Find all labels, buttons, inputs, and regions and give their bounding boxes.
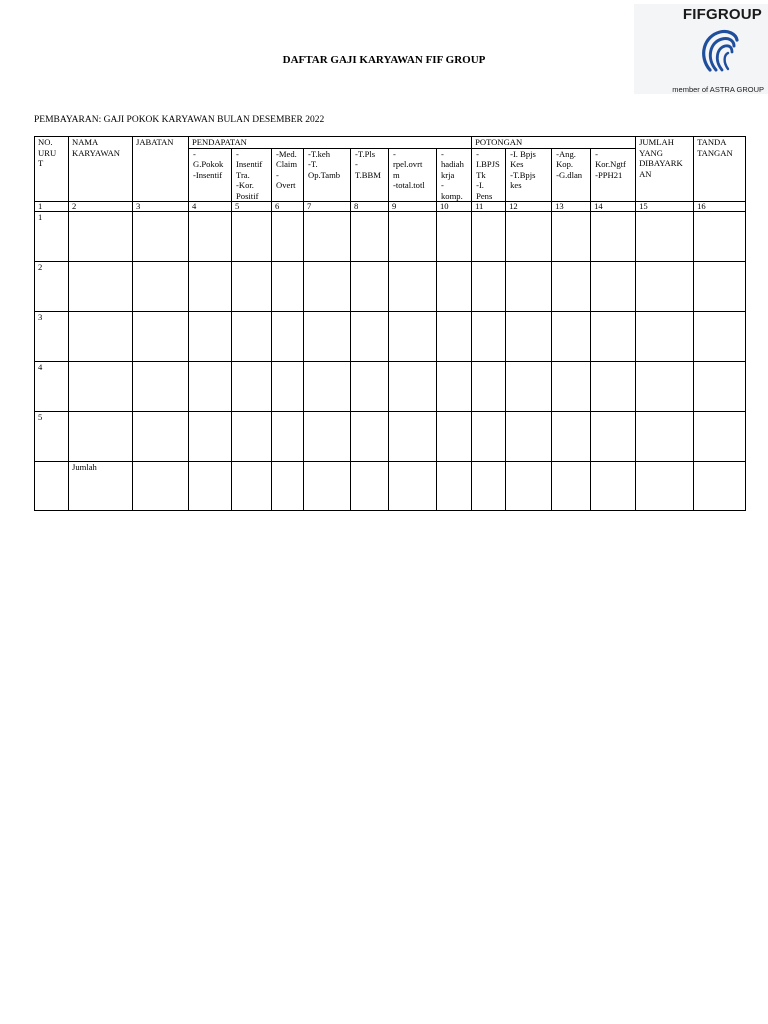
empty-cell: [133, 412, 189, 462]
empty-cell: [133, 312, 189, 362]
empty-cell: [272, 312, 304, 362]
empty-cell: [694, 362, 746, 412]
empty-cell: [351, 462, 389, 511]
column-number: 11: [472, 202, 506, 212]
empty-cell: [69, 212, 133, 262]
subheader-cell: - G.Pokok -Insentif: [189, 148, 232, 202]
subheader-cell: -Ang. Kop. -G.dlan: [552, 148, 591, 202]
empty-cell: [232, 262, 272, 312]
empty-cell: [351, 312, 389, 362]
empty-cell: [189, 362, 232, 412]
header-pendapatan: PENDAPATAN: [189, 137, 472, 149]
table-row: [35, 362, 746, 412]
empty-cell: [437, 462, 472, 511]
empty-cell: [232, 462, 272, 511]
column-number: 15: [636, 202, 694, 212]
header-potongan: POTONGAN: [472, 137, 636, 149]
subheader-cell: - Insentif Tra. -Kor. Positif: [232, 148, 272, 202]
column-number: 16: [694, 202, 746, 212]
column-number: 13: [552, 202, 591, 212]
empty-cell: [69, 362, 133, 412]
column-number: 1: [35, 202, 69, 212]
subheader-cell: - Kor.Ngtf -PPH21: [591, 148, 636, 202]
row-number: 4: [35, 362, 69, 412]
empty-cell: [272, 462, 304, 511]
empty-cell: [636, 262, 694, 312]
empty-cell: [437, 412, 472, 462]
empty-cell: [69, 312, 133, 362]
column-number: 12: [506, 202, 552, 212]
empty-cell: [389, 212, 437, 262]
empty-cell: [272, 262, 304, 312]
empty-cell: [472, 312, 506, 362]
payment-description: PEMBAYARAN: GAJI POKOK KARYAWAN BULAN DESEMBER 2022: [34, 115, 325, 125]
empty-cell: [304, 212, 351, 262]
table-row: [35, 212, 746, 262]
empty-cell: [189, 212, 232, 262]
empty-cell: [133, 212, 189, 262]
empty-cell: [304, 362, 351, 412]
empty-cell: [351, 262, 389, 312]
empty-cell: [636, 362, 694, 412]
header-row: [35, 137, 746, 149]
empty-cell: [506, 412, 552, 462]
empty-cell: [272, 362, 304, 412]
empty-cell: [591, 312, 636, 362]
subheader-cell: -Med. Claim - Overt: [272, 148, 304, 202]
subheader-cell: -I. Bpjs Kes -T.Bpjs kes: [506, 148, 552, 202]
column-number: 7: [304, 202, 351, 212]
empty-cell: [506, 362, 552, 412]
empty-cell: [591, 262, 636, 312]
empty-cell: [69, 262, 133, 312]
empty-cell: [232, 312, 272, 362]
empty-cell: [133, 462, 189, 511]
empty-cell: [189, 262, 232, 312]
empty-cell: [591, 362, 636, 412]
empty-cell: [694, 312, 746, 362]
logo-brand: FIFGROUP: [682, 6, 762, 23]
header-nama: NAMA KARYAWAN: [69, 137, 133, 202]
empty-cell: [189, 312, 232, 362]
header-jabatan: JABATAN: [133, 137, 189, 202]
subheader-cell: -T.Pls - T.BBM: [351, 148, 389, 202]
column-number: 9: [389, 202, 437, 212]
empty-cell: [472, 412, 506, 462]
empty-cell: [304, 312, 351, 362]
column-number: 6: [272, 202, 304, 212]
empty-cell: [351, 212, 389, 262]
empty-cell: [351, 412, 389, 462]
column-number: 5: [232, 202, 272, 212]
empty-cell: [232, 362, 272, 412]
company-logo: [634, 4, 768, 94]
total-row: [35, 462, 746, 511]
empty-cell: [552, 212, 591, 262]
empty-cell: [232, 212, 272, 262]
empty-cell: [389, 362, 437, 412]
empty-cell: [506, 312, 552, 362]
empty-cell: [389, 312, 437, 362]
empty-cell: [351, 362, 389, 412]
empty-cell: [694, 262, 746, 312]
empty-cell: [506, 212, 552, 262]
empty-cell: [389, 412, 437, 462]
empty-cell: [437, 212, 472, 262]
empty-cell: [389, 462, 437, 511]
subheader-cell: -T.keh -T. Op.Tamb: [304, 148, 351, 202]
fif-swirl-logo-icon: [696, 26, 740, 76]
empty-cell: [552, 262, 591, 312]
empty-cell: [272, 412, 304, 462]
column-number: 14: [591, 202, 636, 212]
empty-cell: [694, 462, 746, 511]
empty-cell: [189, 412, 232, 462]
empty-cell: [506, 262, 552, 312]
subheader-cell: - rpel.ovrt m -total.totl: [389, 148, 437, 202]
column-number: 2: [69, 202, 133, 212]
empty-cell: [389, 262, 437, 312]
total-label: Jumlah: [69, 462, 133, 511]
empty-cell: [472, 212, 506, 262]
logo-tagline: member of ASTRA GROUP: [672, 85, 764, 94]
empty-cell: [304, 462, 351, 511]
empty-cell: [472, 262, 506, 312]
empty-cell: [506, 462, 552, 511]
subheader-cell: - I.BPJS Tk -I. Pens: [472, 148, 506, 202]
empty-cell: [189, 462, 232, 511]
empty-cell: [304, 262, 351, 312]
table-row: [35, 262, 746, 312]
empty-cell: [694, 412, 746, 462]
empty-cell: [636, 412, 694, 462]
empty-cell: [591, 462, 636, 511]
column-number: 4: [189, 202, 232, 212]
empty-cell: [272, 212, 304, 262]
empty-cell: [437, 312, 472, 362]
empty-cell: [591, 412, 636, 462]
subheader-cell: - hadiah krja - komp.: [437, 148, 472, 202]
column-number-row: [35, 202, 746, 212]
empty-cell: [472, 462, 506, 511]
empty-cell: [133, 362, 189, 412]
table-row: [35, 412, 746, 462]
row-number: 3: [35, 312, 69, 362]
empty-cell: [232, 412, 272, 462]
empty-cell: [133, 262, 189, 312]
row-number: 1: [35, 212, 69, 262]
empty-cell: [552, 412, 591, 462]
table-row: [35, 312, 746, 362]
empty-cell: [35, 462, 69, 511]
header-no: NO. URU T: [35, 137, 69, 202]
empty-cell: [552, 362, 591, 412]
column-number: 8: [351, 202, 389, 212]
header-jumlah: JUMLAH YANG DIBAYARK AN: [636, 137, 694, 202]
empty-cell: [636, 212, 694, 262]
empty-cell: [304, 412, 351, 462]
empty-cell: [437, 362, 472, 412]
column-number: 10: [437, 202, 472, 212]
empty-cell: [552, 462, 591, 511]
empty-cell: [552, 312, 591, 362]
empty-cell: [636, 312, 694, 362]
empty-cell: [69, 412, 133, 462]
row-number: 2: [35, 262, 69, 312]
row-number: 5: [35, 412, 69, 462]
empty-cell: [694, 212, 746, 262]
empty-cell: [636, 462, 694, 511]
salary-table: [34, 136, 746, 511]
empty-cell: [437, 262, 472, 312]
empty-cell: [472, 362, 506, 412]
empty-cell: [591, 212, 636, 262]
column-number: 3: [133, 202, 189, 212]
document-title: DAFTAR GAJI KARYAWAN FIF GROUP: [282, 54, 486, 66]
header-tanda-tangan: TANDA TANGAN: [694, 137, 746, 202]
